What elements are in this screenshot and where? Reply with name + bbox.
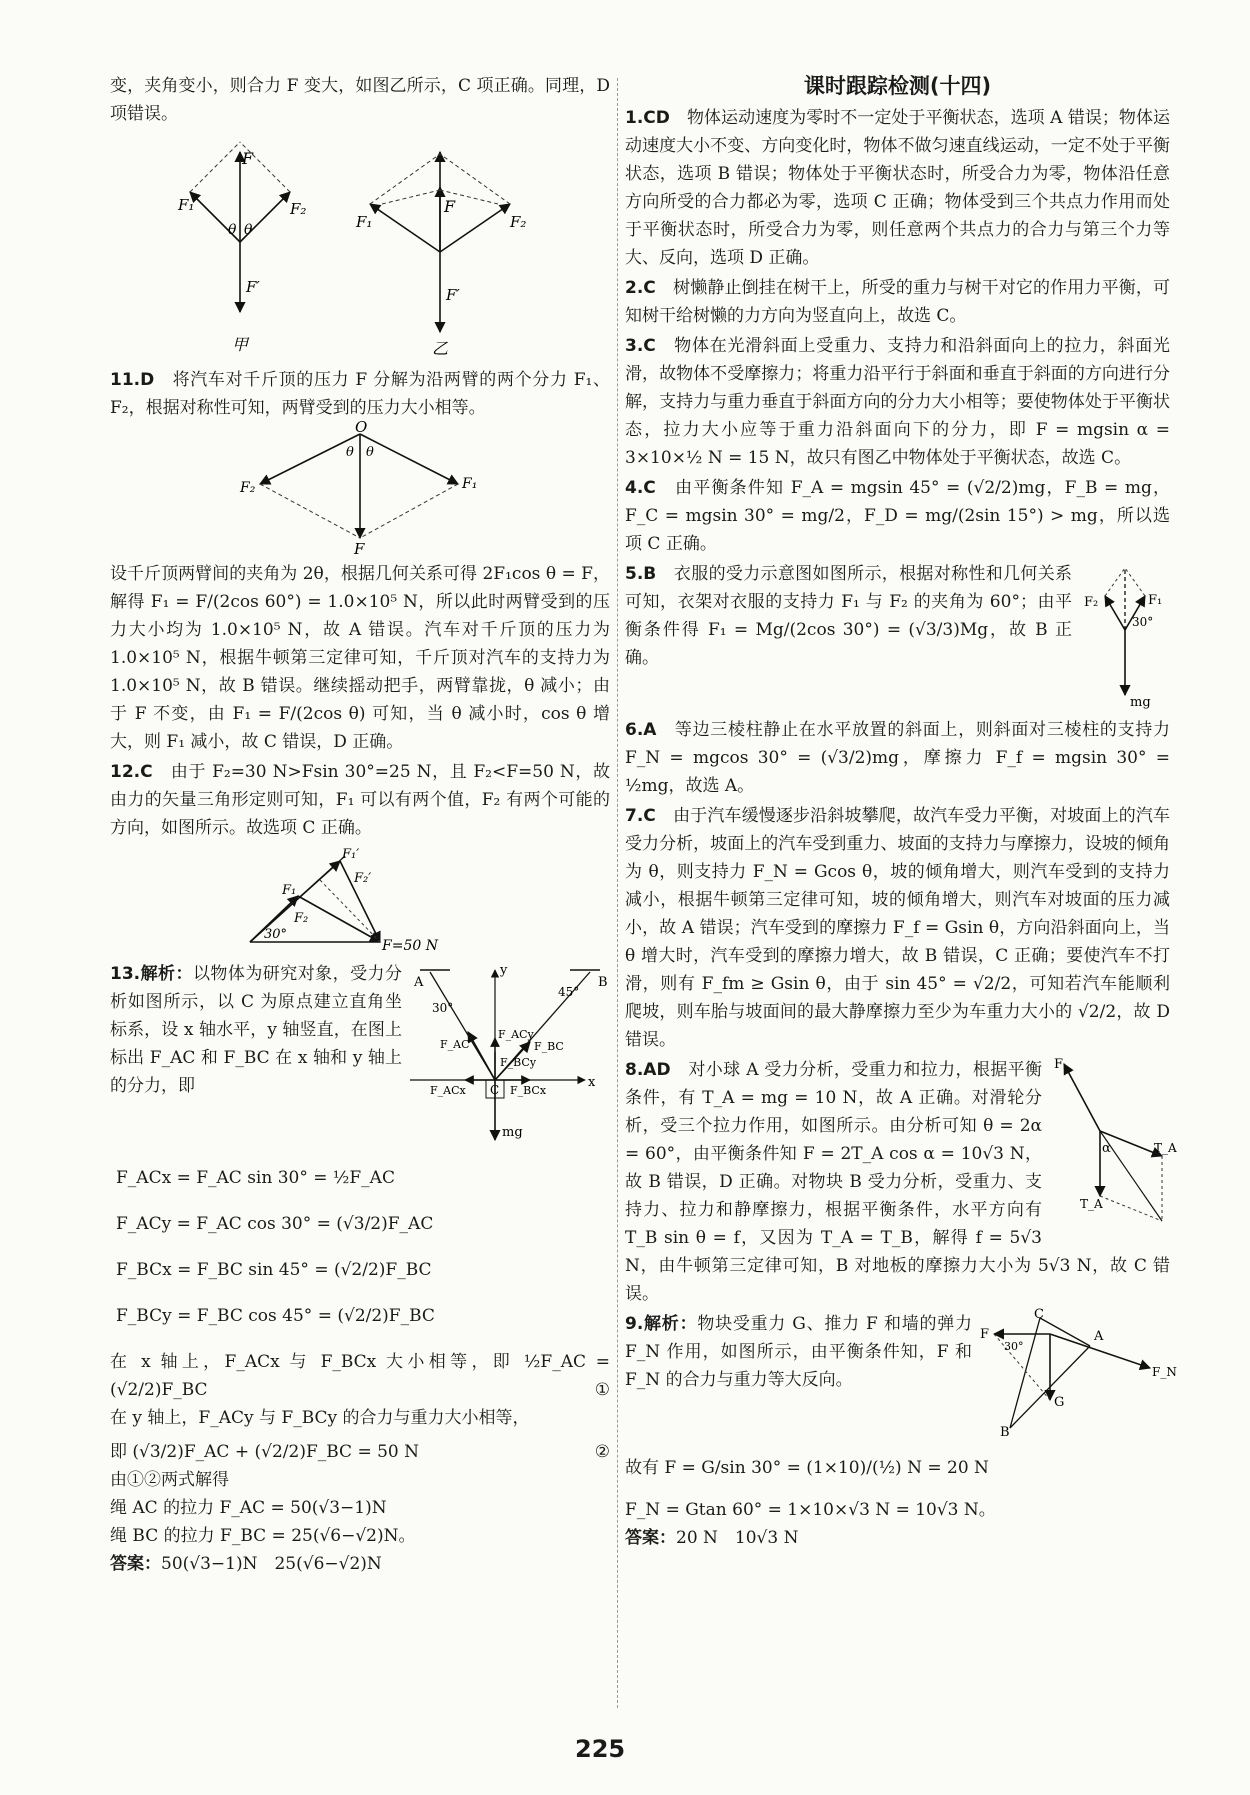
q13-label: 解析： xyxy=(140,964,193,984)
q13-line2: 在 y 轴上，F_ACy 与 F_BCy 的合力与重力大小相等， xyxy=(110,1408,530,1428)
r3-answer: C xyxy=(643,336,656,356)
question-r3 xyxy=(625,332,1170,472)
r3-text: 物体在光滑斜面上受重力、支持力和沿斜面向上的拉力，斜面光滑，故物体不受摩擦力；将重力沿平行于斜面和垂直于斜面的方向进行分解，支持力与重力垂直于斜面方向的分力大小相等；要使物体处于平衡状态，拉力大小应等于重力沿斜面向下的分力，即 F = mgsin α = 3×10×½ N = 15 N，故只有图乙中物体处于平衡状态，故选 C。 xyxy=(625,336,1171,468)
question-12 xyxy=(110,758,610,842)
r9-text: 物块受重力 G、推力 F 和墙的弹力 F_N 作用，如图所示，由平衡条件知，F 和 F_N 的合力与重力等大反向。 xyxy=(625,1314,973,1390)
fig13-C: C xyxy=(490,1083,500,1097)
q13-line3-text: 即 (√3/2)F_AC + (√2/2)F_BC = 50 N xyxy=(110,1442,420,1462)
r1-text: 物体运动速度为零时不一定处于平衡状态，选项 A 错误；物体运动速度大小不变、方向变化时，物体不做匀速直线运动，一定不处于平衡状态，选项 B 错误；物体处于平衡状态时，所受合力为零，物体沿任意方向所受的合力都必为零，选项 C 正确；物体受到三个共点力作用而处于平衡状态时，所受合力为零，则任意两个共点力的合力与第三个力等大、反向，选项 D 正确。 xyxy=(625,108,1170,268)
r9-answer-label: 答案： xyxy=(625,1528,676,1548)
fig12-angle: 30° xyxy=(264,927,288,942)
q13-mark1: ① xyxy=(594,1380,610,1400)
fig12-F2: F₂ xyxy=(294,911,309,926)
r9-C: C xyxy=(1034,1307,1044,1322)
q13-line1 xyxy=(110,1348,610,1404)
q13-eq1: F_ACx = F_AC sin 30° = ½F_AC xyxy=(116,1168,395,1188)
r6-number: 6. xyxy=(625,720,644,740)
jia-theta-left: θ xyxy=(228,222,237,238)
figure-r8 xyxy=(1050,1056,1177,1236)
q13-eq3: F_BCx = F_BC sin 45° = (√2/2)F_BC xyxy=(116,1260,432,1280)
r5-text: 衣服的受力示意图如图所示，根据对称性和几何关系可知，衣架对衣服的支持力 F₁ 与 F₂ 的夹角为 60°；由平衡条件得 F₁ = Mg/(2cos 30°) = (√3/3)Mg，故 B 正确。 xyxy=(625,564,1073,668)
r5-number: 5. xyxy=(625,564,644,584)
r9-number: 9. xyxy=(625,1314,644,1334)
q12-answer: C xyxy=(140,762,153,782)
fig13-FACx: F_ACx xyxy=(430,1084,466,1097)
figure-10 xyxy=(140,132,580,362)
r9-G: G xyxy=(1054,1395,1065,1410)
fig13-B: B xyxy=(598,975,608,990)
q13-text1: 以物体为研究对象，受力分析如图所示，以 C 为原点建立直角坐标系，设 x 轴水平，y 轴竖直，在图上标出 F_AC 和 F_BC 在 x 轴和 y 轴上的分力，即 xyxy=(110,964,403,1096)
r2-answer: C xyxy=(643,278,656,298)
r1-number: 1. xyxy=(625,108,644,128)
q13-answer xyxy=(110,1550,610,1578)
r5-angle: 30° xyxy=(1132,615,1154,629)
q13-line6: 绳 BC 的拉力 F_BC = 25(√6−√2)N。 xyxy=(110,1526,416,1546)
q13-line1-text: 在 x 轴上，F_ACx 与 F_BCx 大小相等，即 ½F_AC = (√2/2)F_BC xyxy=(110,1352,610,1400)
r9-eq2: F_N = Gtan 60° = 1×10×√3 N = 10√3 N。 xyxy=(625,1500,996,1520)
r2-number: 2. xyxy=(625,278,644,298)
q11-answer: D xyxy=(140,370,155,390)
question-r8 xyxy=(625,1056,1177,1308)
q13-line3 xyxy=(110,1438,610,1466)
r9-label: 解析： xyxy=(643,1314,698,1334)
fig13-FBC: F_BC xyxy=(534,1040,564,1053)
r6-text: 等边三棱柱静止在水平放置的斜面上，则斜面对三棱柱的支持力 F_N = mgcos 30° = (√3/2)mg，摩擦力 F_f = mgsin 30° = ½mg，故选 A。 xyxy=(625,720,1171,796)
q13-answer-text: 50(√3−1)N 25(√6−√2)N xyxy=(161,1554,382,1574)
q13-mark2: ② xyxy=(594,1442,610,1462)
fig13-x: x xyxy=(588,1075,596,1090)
fig11-theta-left: θ xyxy=(346,445,354,460)
r4-number: 4. xyxy=(625,478,644,498)
fig11-theta-right: θ xyxy=(366,445,374,460)
r8-answer: AD xyxy=(643,1060,671,1080)
fig11-F1: F₁ xyxy=(462,476,478,492)
jia-Fprime-label: F′ xyxy=(246,278,260,296)
fig12-F: F=50 N xyxy=(382,938,438,954)
fig13-FBCy: F_BCy xyxy=(500,1056,537,1069)
fig13-a30: 30° xyxy=(432,1001,454,1015)
jia-label: 甲 xyxy=(232,335,249,354)
fig12-F2prime: F₂′ xyxy=(354,871,372,886)
yi-label: 乙 xyxy=(432,339,449,358)
fig13-a45: 45° xyxy=(558,985,580,999)
fig13-FACy: F_ACy xyxy=(498,1028,534,1041)
r4-answer: C xyxy=(643,478,656,498)
r6-answer: A xyxy=(643,720,657,740)
fig13-A: A xyxy=(414,975,424,990)
q11-text2: 设千斤顶两臂间的夹角为 2θ，根据几何关系可得 2F₁cos θ = F，解得 F₁ = F/(2cos 60°) = 1.0×10⁵ N，所以此时两臂受到的压力大小均为 1.0×10⁵ N，故 A 错误。汽车对千斤顶的压力为 1.0×10⁵ N，根据牛顿第三定律可知，千斤顶对汽车的支持力为 1.0×10⁵ N，故 B 错误。继续摇动把手，两臂靠拢，θ 减小；由于 F 不变，由 F₁ = F/(2cos θ) 可知，当 θ 减小时，cos θ 增大，则 F₁ 减小，故 C 错误，D 正确。 xyxy=(110,564,610,752)
question-11 xyxy=(110,366,610,422)
r5-F2: F₂ xyxy=(1084,595,1099,610)
jia-F2-label: F₂ xyxy=(290,200,307,218)
r7-number: 7. xyxy=(625,806,644,826)
figure-r5 xyxy=(1080,560,1170,710)
jia-F1-label: F₁ xyxy=(178,196,195,214)
r9-answer-text: 20 N 10√3 N xyxy=(676,1528,799,1548)
q11-text1: 将汽车对千斤顶的压力 F 分解为沿两臂的两个分力 F₁、F₂，根据对称性可知，两臂受到的压力大小相等。 xyxy=(110,370,610,418)
q13-line4: 由①②两式解得 xyxy=(110,1470,229,1490)
fig13-y: y xyxy=(500,963,508,978)
r9-answer xyxy=(625,1524,1170,1552)
fig11-F2: F₂ xyxy=(240,480,256,496)
r1-answer: CD xyxy=(643,108,670,128)
r7-text: 由于汽车缓慢逐步沿斜坡攀爬，故汽车受力平衡，对坡面上的汽车受力分析，坡面上的汽车受到重力、坡面的支持力与摩擦力，设坡的倾角为 θ，则支持力 F_N = Gcos θ，坡的倾角增大，则汽车受到的支持力减小，根据牛顿第三定律可知，坡的倾角增大，则汽车对坡面的压力减小，故 A 错误；汽车受到的摩擦力 F_f = Gsin θ，方向沿斜面向上，当 θ 增大时，汽车受到的摩擦力增大，故 B 错误，C 正确；要使汽车不打滑，则有 F_fm ≥ Gsin θ，由于 sin 45° = √2/2，可知若汽车能顺利爬坡，则车胎与坡面间的最大静摩擦力至少为车重力大小的 √2/2，故 D 错误。 xyxy=(625,806,1170,1050)
left-column xyxy=(110,72,610,1578)
q12-number: 12. xyxy=(110,762,141,782)
q13-number: 13. xyxy=(110,964,141,984)
figure-12 xyxy=(230,846,490,956)
fig11-F: F xyxy=(354,540,365,558)
fig12-F1prime: F₁′ xyxy=(342,847,360,862)
r8-TA-bottom: T_A xyxy=(1080,1197,1103,1211)
figure-11 xyxy=(230,418,490,558)
figure-13 xyxy=(410,960,610,1150)
fig11-O: O xyxy=(355,418,368,436)
column-divider xyxy=(617,78,618,1708)
fig12-F1: F₁ xyxy=(282,883,297,898)
question-r7 xyxy=(625,802,1170,1054)
r5-mg: mg xyxy=(1130,695,1151,710)
r8-TA-right: T_A xyxy=(1154,1141,1177,1155)
r9-eq1: 故有 F = G/sin 30° = (1×10)/(½) N = 20 N xyxy=(625,1458,989,1478)
yi-Fprime-label: F′ xyxy=(446,286,460,304)
figure-jia xyxy=(177,142,306,354)
question-r9 xyxy=(625,1307,1177,1444)
q13-eq2: F_ACy = F_AC cos 30° = (√3/2)F_AC xyxy=(116,1214,434,1234)
r2-text: 树懒静止倒挂在树干上，所受的重力与树干对它的作用力平衡，可知树干给树懒的力方向为竖直向上，故选 C。 xyxy=(625,278,1170,326)
fig13-FBCx: F_BCx xyxy=(510,1084,547,1097)
q13-answer-label: 答案： xyxy=(110,1554,161,1574)
r3-number: 3. xyxy=(625,336,644,356)
question-r1 xyxy=(625,104,1170,272)
r9-F: F xyxy=(980,1327,990,1342)
jia-F-label: F xyxy=(242,149,254,168)
question-13 xyxy=(110,960,610,1154)
question-r4 xyxy=(625,474,1170,558)
question-r2 xyxy=(625,274,1170,330)
question-r5 xyxy=(625,560,1170,714)
fig13-mg: mg xyxy=(502,1125,523,1140)
q13-line5: 绳 AC 的拉力 F_AC = 50(√3−1)N xyxy=(110,1498,387,1518)
q11-number: 11. xyxy=(110,370,141,390)
r8-number: 8. xyxy=(625,1060,644,1080)
fig13-FAC: F_AC xyxy=(440,1038,470,1051)
figure-yi xyxy=(355,152,526,358)
r9-A: A xyxy=(1094,1329,1104,1344)
r8-F: F xyxy=(1054,1057,1064,1072)
r9-B: B xyxy=(1000,1425,1010,1440)
r8-text: 对小球 A 受力分析，受重力和拉力，根据平衡条件，有 T_A = mg = 10 N，故 A 正确。对滑轮分析，受三个拉力作用，如图所示。由分析可知 θ = 2α = 60°，由平衡条件知 F = 2T_A cos α = 10√3 N，故 B 错误，D 正确。对物块 B 受力分析，受重力、支持力、拉力和静摩擦力，根据平衡条件，水平方向有 T_B sin θ = f，又因为 T_A = T_B，解得 f = 5√3 N，由牛顿第三定律可知，B 对地板的摩擦力大小为 5√3 N，故 C 错误。 xyxy=(625,1060,1170,1304)
r4-text: 由平衡条件知 F_A = mgsin 45° = (√2/2)mg，F_B = mg，F_C = mgsin 30° = mg/2，F_D = mg/(2sin 15°) > mg，所以选项 C 正确。 xyxy=(625,478,1171,554)
r9-angle: 30° xyxy=(1004,1340,1024,1353)
page-number: 225 xyxy=(575,1735,626,1763)
yi-F2-label: F₂ xyxy=(510,213,527,231)
section-title: 课时跟踪检测(十四) xyxy=(803,74,992,98)
intro-text: 变，夹角变小，则合力 F 变大，如图乙所示，C 项正确。同理，D 项错误。 xyxy=(110,76,610,124)
q13-eq4: F_BCy = F_BC cos 45° = (√2/2)F_BC xyxy=(116,1306,435,1326)
r7-answer: C xyxy=(643,806,656,826)
r8-alpha: α xyxy=(1102,1141,1111,1156)
q12-text: 由于 F₂=30 N>Fsin 30°=25 N，且 F₂<F=50 N，故由力的矢量三角形定则可知，F₁ 可以有两个值，F₂ 有两个可能的方向，如图所示。故选项 C 正确。 xyxy=(110,762,611,838)
yi-F1-label: F₁ xyxy=(356,213,373,231)
question-r6 xyxy=(625,716,1170,800)
r5-F1: F₁ xyxy=(1148,593,1163,608)
r5-answer: B xyxy=(643,564,657,584)
r9-FN: F_N xyxy=(1152,1365,1177,1379)
jia-theta-right: θ xyxy=(244,222,253,238)
right-column xyxy=(625,72,1177,1552)
yi-F-label: F xyxy=(444,197,456,216)
figure-r9 xyxy=(980,1307,1177,1440)
